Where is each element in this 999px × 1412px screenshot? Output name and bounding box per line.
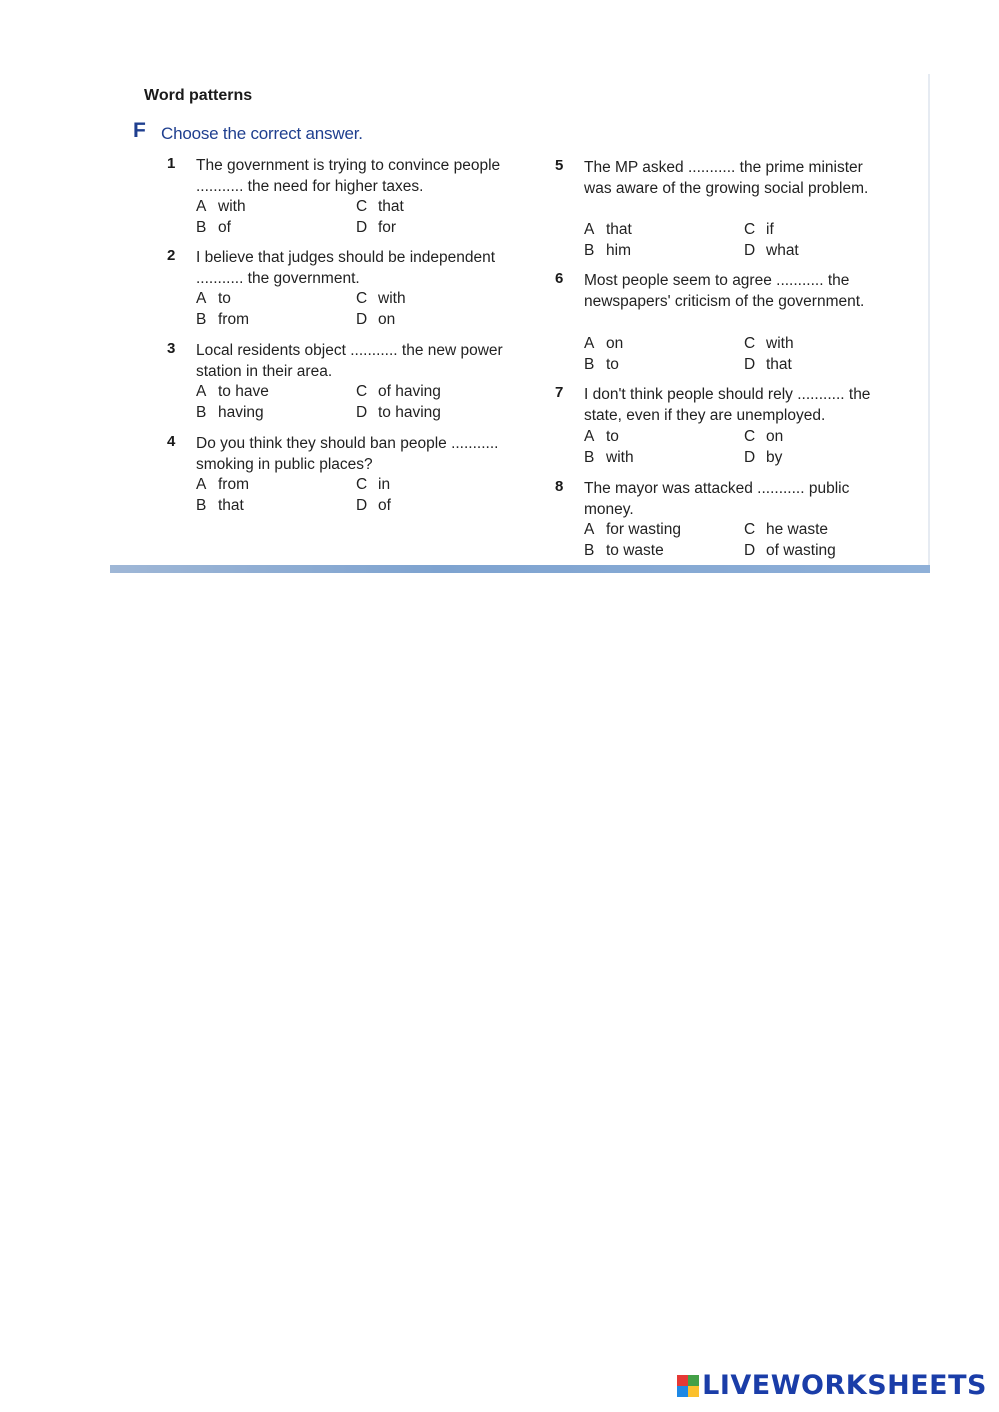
section-title: Word patterns: [144, 87, 253, 104]
question-text: Do you think they should ban people ........... smoking in public places?: [196, 435, 499, 473]
exercise-letter: F: [133, 119, 146, 142]
option-c[interactable]: C if: [744, 221, 774, 238]
question-text: I believe that judges should be independent ........... the government.: [196, 249, 496, 287]
option-b[interactable]: B to waste: [584, 542, 664, 559]
options: [584, 333, 904, 375]
option-b[interactable]: B from: [196, 311, 249, 328]
option-b[interactable]: B him: [584, 242, 631, 259]
panel-bottom-border: [110, 565, 930, 573]
options: [196, 381, 516, 423]
question-number: 4: [167, 433, 176, 450]
option-c[interactable]: C he waste: [744, 521, 829, 538]
option-c[interactable]: C of having: [356, 383, 441, 400]
logo-text: LIVEWORKSHEETS: [702, 1370, 987, 1401]
option-d[interactable]: D to having: [356, 404, 441, 421]
question-text: I don't think people should rely ........... the state, even if they are unemployed.: [584, 386, 871, 424]
question-text: Local residents object ........... the new power station in their area.: [196, 342, 503, 380]
options: [584, 519, 904, 561]
question-number: 3: [167, 340, 176, 357]
option-d[interactable]: D by: [744, 449, 783, 466]
option-a[interactable]: A from: [196, 476, 249, 493]
options: [584, 219, 904, 261]
options: [584, 426, 904, 468]
question-number: 5: [555, 157, 564, 174]
option-d[interactable]: D for: [356, 219, 397, 236]
options: [196, 474, 516, 516]
options: [196, 288, 516, 330]
question-text: Most people seem to agree ........... the newspapers' criticism of the government.: [584, 272, 865, 310]
option-c[interactable]: C in: [356, 476, 391, 493]
option-b[interactable]: B that: [196, 497, 244, 514]
option-b[interactable]: B having: [196, 404, 264, 421]
option-d[interactable]: D what: [744, 242, 799, 259]
logo-blocks-icon: [677, 1375, 699, 1397]
option-d[interactable]: D on: [356, 311, 396, 328]
option-b[interactable]: B to: [584, 356, 619, 373]
option-a[interactable]: A for wasting: [584, 521, 681, 538]
question-number: 6: [555, 270, 564, 287]
exercise-instruction: Choose the correct answer.: [161, 124, 363, 143]
question-text: The mayor was attacked ........... public money.: [584, 480, 850, 518]
option-d[interactable]: D that: [744, 356, 792, 373]
options: [196, 196, 516, 238]
option-a[interactable]: A on: [584, 335, 624, 352]
option-a[interactable]: A with: [196, 198, 246, 215]
question-number: 1: [167, 155, 176, 172]
question-number: 2: [167, 247, 176, 264]
option-d[interactable]: D of: [356, 497, 391, 514]
option-b[interactable]: B of: [196, 219, 231, 236]
option-c[interactable]: C with: [744, 335, 794, 352]
option-c[interactable]: C that: [356, 198, 404, 215]
option-c[interactable]: C on: [744, 428, 784, 445]
question-text: The MP asked ........... the prime minister was aware of the growing social problem.: [584, 159, 869, 197]
option-a[interactable]: A that: [584, 221, 632, 238]
question-text: The government is trying to convince people ........... the need for higher taxes.: [196, 157, 501, 195]
question-number: 7: [555, 384, 564, 401]
option-a[interactable]: A to have: [196, 383, 269, 400]
question-number: 8: [555, 478, 564, 495]
option-a[interactable]: A to: [584, 428, 619, 445]
liveworksheets-logo[interactable]: [677, 1370, 987, 1401]
option-b[interactable]: B with: [584, 449, 634, 466]
option-c[interactable]: C with: [356, 290, 406, 307]
option-a[interactable]: A to: [196, 290, 231, 307]
option-d[interactable]: D of wasting: [744, 542, 836, 559]
